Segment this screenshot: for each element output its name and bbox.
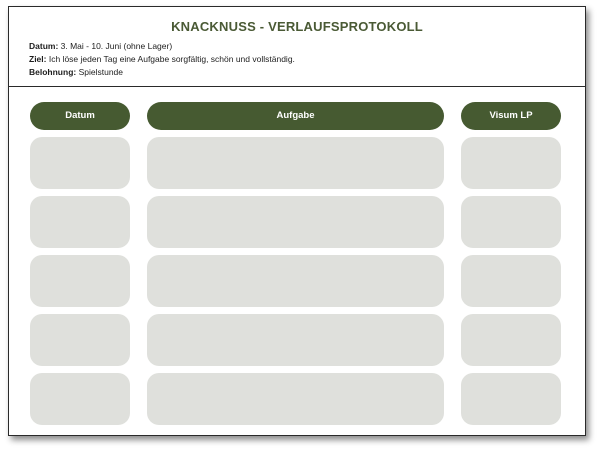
goal-label: Ziel: [29, 54, 47, 64]
meta-info [29, 40, 295, 79]
table-cell-datum[interactable] [30, 373, 130, 425]
table-cell-visum[interactable] [461, 137, 561, 189]
table-cell-aufgabe[interactable] [147, 255, 444, 307]
table-cell-aufgabe[interactable] [147, 196, 444, 248]
table-cell-visum[interactable] [461, 255, 561, 307]
worksheet-page [8, 6, 586, 436]
table-cell-datum[interactable] [30, 255, 130, 307]
table-cell-datum[interactable] [30, 196, 130, 248]
goal-line [29, 53, 295, 66]
column-header-aufgabe: Aufgabe [147, 102, 444, 130]
table-cell-aufgabe[interactable] [147, 137, 444, 189]
table-cell-datum[interactable] [30, 137, 130, 189]
worksheet-header [9, 7, 585, 87]
date-label: Datum: [29, 41, 59, 51]
page-title: KNACKNUSS - VERLAUFSPROTOKOLL [171, 19, 423, 34]
goal-value: Ich löse jeden Tag eine Aufgabe sorgfältig, schön und vollständig. [48, 54, 295, 64]
reward-label: Belohnung: [29, 67, 77, 77]
table-cell-visum[interactable] [461, 373, 561, 425]
table-cell-visum[interactable] [461, 196, 561, 248]
column-header-datum: Datum [30, 102, 130, 130]
table-cell-visum[interactable] [461, 314, 561, 366]
reward-line [29, 66, 295, 79]
table-cell-aufgabe[interactable] [147, 314, 444, 366]
table-cell-datum[interactable] [30, 314, 130, 366]
column-header-visum: Visum LP [461, 102, 561, 130]
date-value: 3. Mai - 10. Juni (ohne Lager) [60, 41, 173, 51]
table-cell-aufgabe[interactable] [147, 373, 444, 425]
date-line [29, 40, 295, 53]
reward-value: Spielstunde [78, 67, 124, 77]
